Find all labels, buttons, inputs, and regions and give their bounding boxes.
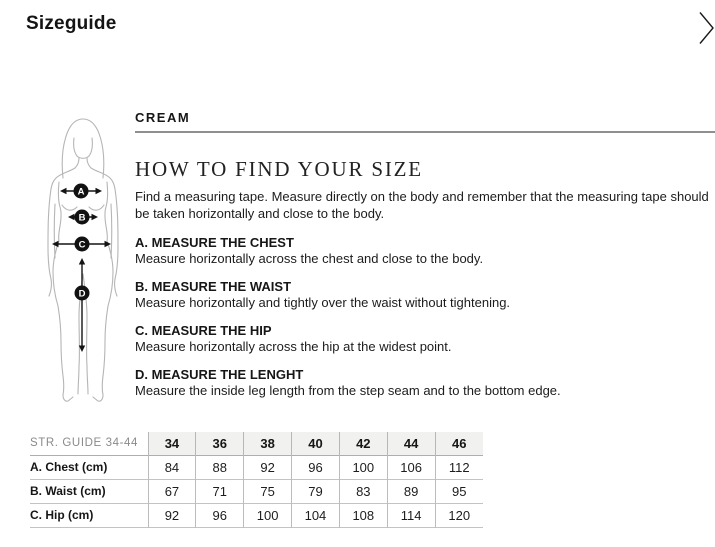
size-value-cell: 89	[387, 479, 435, 503]
section-title: C. MEASURE THE HIP	[135, 323, 272, 338]
section-text: Measure the inside leg length from the step seam and to the bottom edge.	[135, 383, 561, 398]
size-value-cell: 104	[292, 503, 340, 527]
table-row-chest	[30, 455, 483, 479]
section-title: D. MEASURE THE LENGHT	[135, 367, 304, 382]
section-text: Measure horizontally across the hip at the widest point.	[135, 339, 452, 354]
brand-divider	[135, 131, 715, 133]
marker-d-label: D	[78, 288, 86, 300]
size-column-header: 36	[196, 432, 244, 455]
size-column-header: 44	[387, 432, 435, 455]
section-text: Measure horizontally across the chest and close to the body.	[135, 251, 484, 266]
size-value-cell: 106	[387, 455, 435, 479]
table-row-hip	[30, 503, 483, 527]
size-column-header: 38	[244, 432, 292, 455]
size-value-cell: 83	[339, 479, 387, 503]
size-value-cell: 100	[339, 455, 387, 479]
marker-b-label: B	[78, 212, 86, 224]
size-value-cell: 71	[196, 479, 244, 503]
size-value-cell: 92	[244, 455, 292, 479]
size-value-cell: 95	[435, 479, 483, 503]
size-table-title: STR. GUIDE 34-44	[30, 437, 139, 450]
marker-c-label: C	[78, 239, 86, 251]
section-title: B. MEASURE THE WAIST	[135, 279, 292, 294]
size-column-header: 34	[148, 432, 196, 455]
size-value-cell: 84	[148, 455, 196, 479]
page-title: Sizeguide	[26, 13, 117, 34]
size-value-cell: 112	[435, 455, 483, 479]
size-table-header-row	[30, 432, 483, 455]
size-value-cell: 92	[148, 503, 196, 527]
guide-intro: Find a measuring tape. Measure directly on the body and remember that the measuring tape should be taken horizontally and close to the body.	[135, 189, 709, 221]
measure-section-length	[135, 367, 715, 398]
section-title: A. MEASURE THE CHEST	[135, 235, 294, 250]
measure-section-chest	[135, 235, 715, 266]
size-value-cell: 88	[196, 455, 244, 479]
row-label: C. Hip (cm)	[30, 508, 94, 522]
row-label: B. Waist (cm)	[30, 484, 106, 498]
size-value-cell: 120	[435, 503, 483, 527]
table-row-waist	[30, 479, 483, 503]
brand-name: CREAM	[135, 110, 191, 125]
chevron-right-icon	[699, 11, 715, 45]
size-value-cell: 67	[148, 479, 196, 503]
next-button[interactable]	[699, 11, 715, 45]
measure-section-waist	[135, 279, 715, 310]
size-value-cell: 96	[292, 455, 340, 479]
measure-section-hip	[135, 323, 715, 354]
size-column-header: 46	[435, 432, 483, 455]
size-table	[30, 432, 483, 528]
size-value-cell: 114	[387, 503, 435, 527]
size-value-cell: 100	[244, 503, 292, 527]
size-value-cell: 75	[244, 479, 292, 503]
size-column-header: 42	[339, 432, 387, 455]
section-text: Measure horizontally and tightly over the waist without tightening.	[135, 295, 511, 310]
size-column-header: 40	[292, 432, 340, 455]
size-value-cell: 96	[196, 503, 244, 527]
row-label: A. Chest (cm)	[30, 460, 108, 474]
body-measurement-diagram	[35, 112, 125, 404]
guide-heading: HOW TO FIND YOUR SIZE	[135, 157, 423, 181]
size-value-cell: 108	[339, 503, 387, 527]
size-value-cell: 79	[292, 479, 340, 503]
guide-content	[135, 110, 715, 398]
marker-a-label: A	[77, 186, 85, 198]
